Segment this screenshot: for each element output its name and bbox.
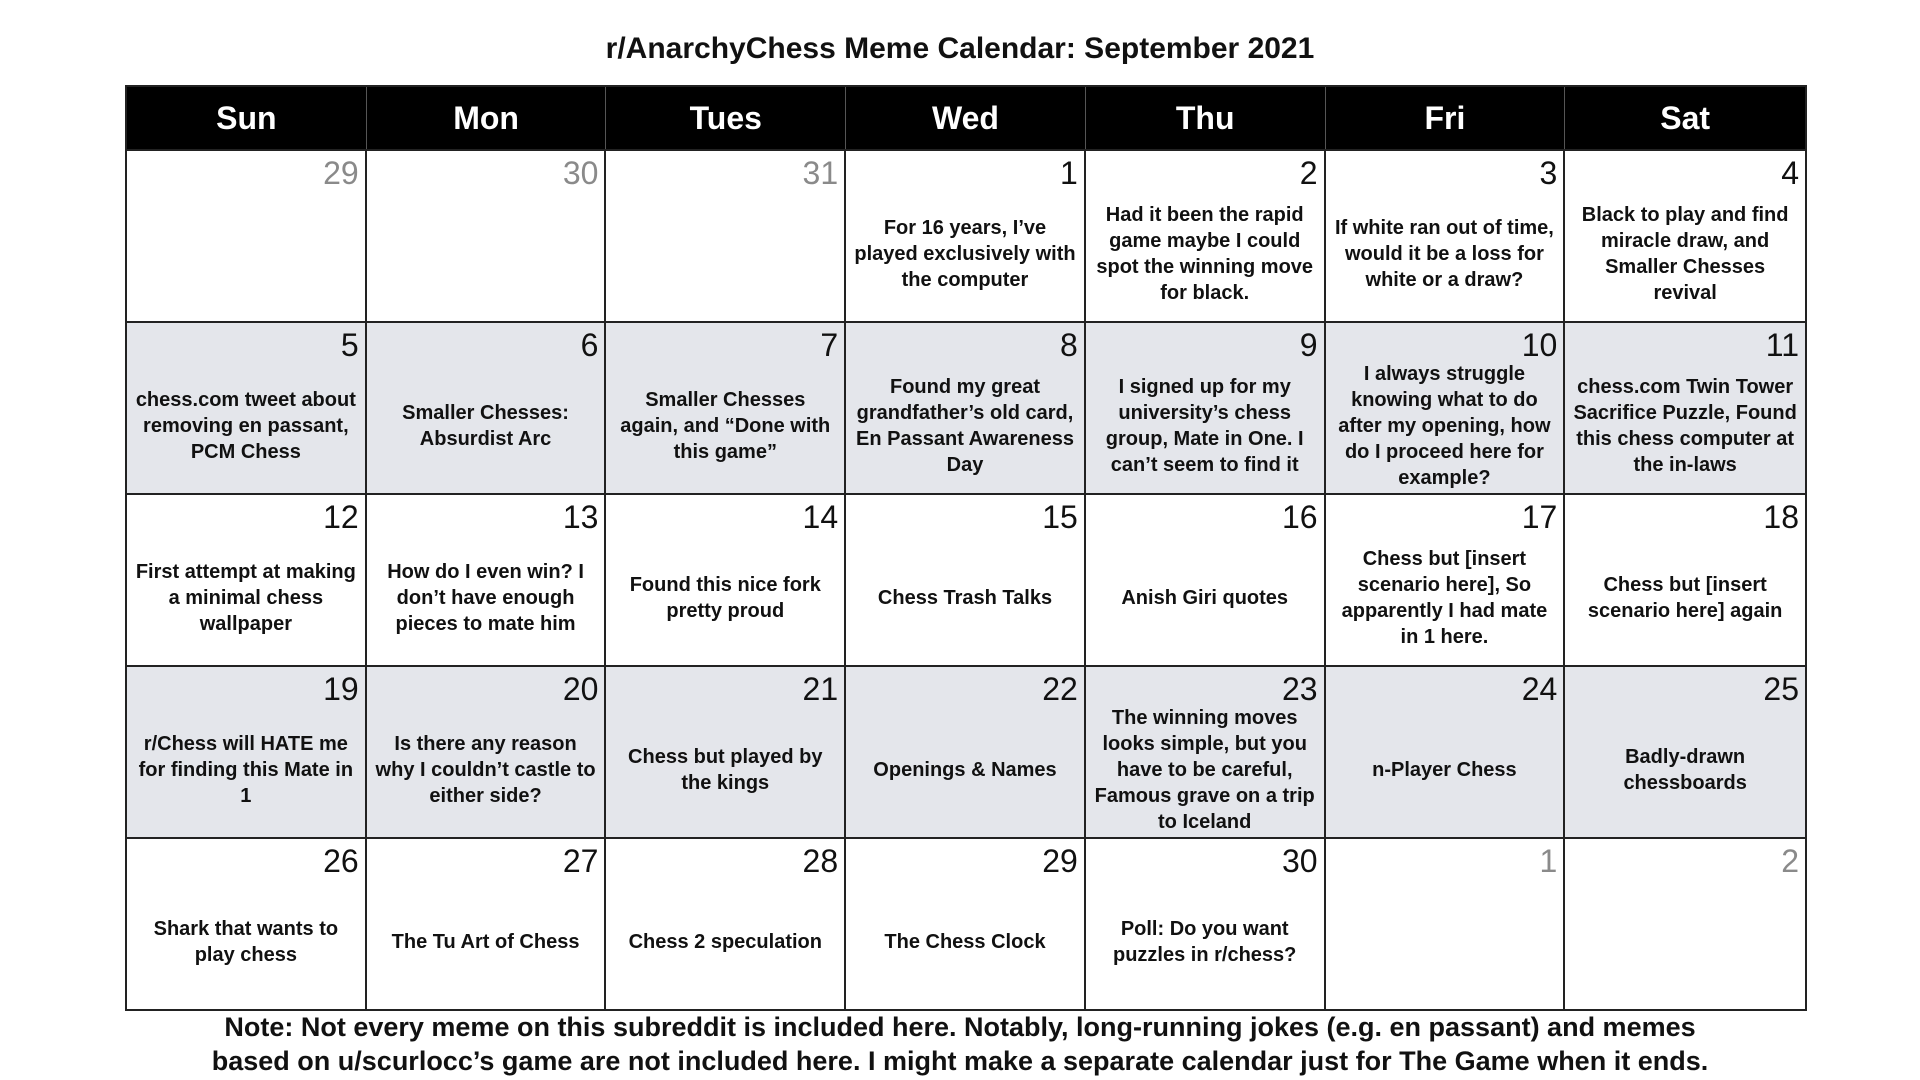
day-cell	[1086, 323, 1326, 493]
day-number: 10	[1521, 327, 1558, 363]
week-row	[127, 149, 1805, 321]
day-cell	[1565, 667, 1805, 837]
day-number: 3	[1539, 155, 1558, 191]
week-row	[127, 665, 1805, 837]
day-number: 9	[1299, 327, 1318, 363]
meme-entry: Poll: Do you want puzzles in r/chess?	[1113, 918, 1297, 966]
weekday-header-row	[127, 87, 1805, 149]
meme-entry: chess.com tweet about removing en passant, PCM Chess	[135, 389, 356, 463]
day-number: 22	[1042, 671, 1078, 707]
day-cell	[1086, 495, 1326, 665]
day-cell	[606, 323, 846, 493]
meme-entry: Chess but [insert scenario here], So apparently I had mate in 1 here.	[1341, 548, 1548, 648]
calendar-grid	[125, 85, 1807, 1011]
day-number: 30	[562, 155, 599, 191]
day-number: 14	[802, 499, 839, 535]
meme-entry: Found this nice fork pretty proud	[629, 574, 821, 622]
weekday-wed: Wed	[846, 87, 1086, 149]
day-number: 6	[580, 327, 599, 363]
day-cell	[127, 151, 367, 321]
meme-entry: The winning moves looks simple, but you have to be careful, Famous grave on a trip to Iceland	[1094, 707, 1315, 833]
meme-entry: Chess but [insert scenario here] again	[1587, 574, 1783, 622]
meme-entry: Chess but played by the kings	[628, 746, 823, 794]
day-cell	[846, 667, 1086, 837]
meme-entry: If white ran out of time, would it be a loss for white or a draw?	[1334, 217, 1554, 291]
calendar-title: r/AnarchyChess Meme Calendar: September 2021	[605, 32, 1315, 65]
day-number: 8	[1060, 327, 1078, 363]
day-cell	[1326, 839, 1566, 1009]
weekday-sat: Sat	[1660, 99, 1711, 136]
meme-entry: I signed up for my university’s chess group, Mate in One. I can’t seem to find it	[1105, 376, 1304, 476]
day-cell	[606, 839, 846, 1009]
day-cell	[606, 495, 846, 665]
day-number: 7	[820, 327, 839, 363]
meme-entry: How do I even win? I don’t have enough pieces to mate him	[387, 561, 584, 635]
meme-entry: Shark that wants to play chess	[153, 918, 339, 966]
meme-entry: Black to play and find miracle draw, and Smaller Chesses revival	[1581, 204, 1789, 304]
day-number: 28	[802, 843, 839, 879]
day-number: 12	[323, 499, 359, 535]
day-cell	[367, 495, 607, 665]
day-cell	[1326, 667, 1566, 837]
meme-entry: For 16 years, I’ve played exclusively with the computer	[854, 217, 1076, 291]
weekday-sun: Sun	[127, 87, 367, 149]
day-cell	[367, 323, 607, 493]
weekday-mon: Mon	[367, 87, 607, 149]
footnote	[0, 1010, 1920, 1078]
meme-entry: n-Player Chess	[1372, 759, 1517, 781]
day-number: 16	[1281, 499, 1318, 535]
day-cell	[1326, 495, 1566, 665]
meme-entry: chess.com Twin Tower Sacrifice Puzzle, Found this chess computer at the in-laws	[1573, 376, 1797, 476]
meme-entry: The Chess Clock	[884, 931, 1046, 953]
meme-entry: r/Chess will HATE me for finding this Mate in 1	[138, 733, 354, 807]
week-row	[127, 493, 1805, 665]
day-cell	[127, 667, 367, 837]
week-row	[127, 321, 1805, 493]
day-cell	[606, 667, 846, 837]
day-number: 30	[1281, 843, 1318, 879]
day-number: 18	[1763, 499, 1799, 535]
day-cell	[127, 495, 367, 665]
day-cell	[127, 323, 367, 493]
day-number: 31	[802, 155, 839, 191]
day-cell	[1565, 839, 1805, 1009]
day-cell	[846, 151, 1086, 321]
day-number: 1	[1060, 155, 1078, 191]
meme-entry: Had it been the rapid game maybe I could spot the winning move for black.	[1096, 204, 1314, 304]
day-number: 4	[1781, 155, 1799, 191]
day-cell	[127, 839, 367, 1009]
day-number: 2	[1299, 155, 1318, 191]
day-cell	[1086, 839, 1326, 1009]
meme-entry: Anish Giri quotes	[1121, 587, 1289, 609]
meme-entry: Badly-drawn chessboards	[1623, 746, 1747, 794]
day-number: 26	[323, 843, 359, 879]
footnote-line-2: based on u/scurlocc’s game are not included here. I might make a separate calendar just for The Game when it ends.	[211, 1046, 1709, 1076]
meme-entry: Chess 2 speculation	[628, 931, 822, 953]
day-number: 29	[1042, 843, 1078, 879]
day-number: 2	[1781, 843, 1799, 879]
day-cell	[846, 323, 1086, 493]
meme-entry: Chess Trash Talks	[877, 587, 1053, 609]
day-number: 20	[562, 671, 599, 707]
day-number: 25	[1763, 671, 1799, 707]
day-cell	[846, 839, 1086, 1009]
week-row	[127, 837, 1805, 1009]
day-cell	[606, 151, 846, 321]
weeks-container	[127, 149, 1805, 1009]
day-number: 15	[1042, 499, 1078, 535]
meme-entry: Openings & Names	[873, 759, 1057, 781]
meme-entry: I always struggle knowing what to do after my opening, how do I proceed here for example?	[1338, 363, 1551, 489]
day-number: 21	[802, 671, 839, 707]
day-number: 27	[562, 843, 599, 879]
day-number: 29	[323, 155, 359, 191]
day-cell	[846, 495, 1086, 665]
day-number: 24	[1521, 671, 1558, 707]
day-number: 5	[340, 327, 359, 363]
day-number: 13	[562, 499, 599, 535]
meme-entry: Is there any reason why I couldn’t castle to either side?	[375, 733, 596, 807]
day-cell	[1086, 667, 1326, 837]
day-cell	[1565, 495, 1805, 665]
day-number: 1	[1539, 843, 1558, 879]
day-cell	[1565, 323, 1805, 493]
day-cell	[1565, 151, 1805, 321]
meme-entry: The Tu Art of Chess	[391, 931, 580, 953]
meme-entry: Smaller Chesses: Absurdist Arc	[402, 402, 569, 450]
meme-entry: First attempt at making a minimal chess wallpaper	[135, 561, 356, 635]
meme-entry: Smaller Chesses again, and “Done with this game”	[620, 389, 831, 463]
weekday-fri: Fri	[1326, 87, 1566, 149]
day-number: 17	[1521, 499, 1558, 535]
weekday-thu: Thu	[1086, 87, 1326, 149]
weekday-tues: Tues	[606, 87, 846, 149]
day-number: 19	[323, 671, 359, 707]
meme-entry: Found my great grandfather’s old card, En Passant Awareness Day	[856, 376, 1074, 476]
day-cell	[1326, 323, 1566, 493]
day-cell	[367, 667, 607, 837]
day-cell	[367, 151, 607, 321]
day-cell	[1326, 151, 1566, 321]
day-cell	[367, 839, 607, 1009]
day-number: 11	[1765, 327, 1799, 363]
footnote-line-1: Note: Not every meme on this subreddit is included here. Notably, long-running jokes (e.g. en passant) and memes	[224, 1012, 1696, 1042]
day-cell	[1086, 151, 1326, 321]
day-number: 23	[1281, 671, 1318, 707]
